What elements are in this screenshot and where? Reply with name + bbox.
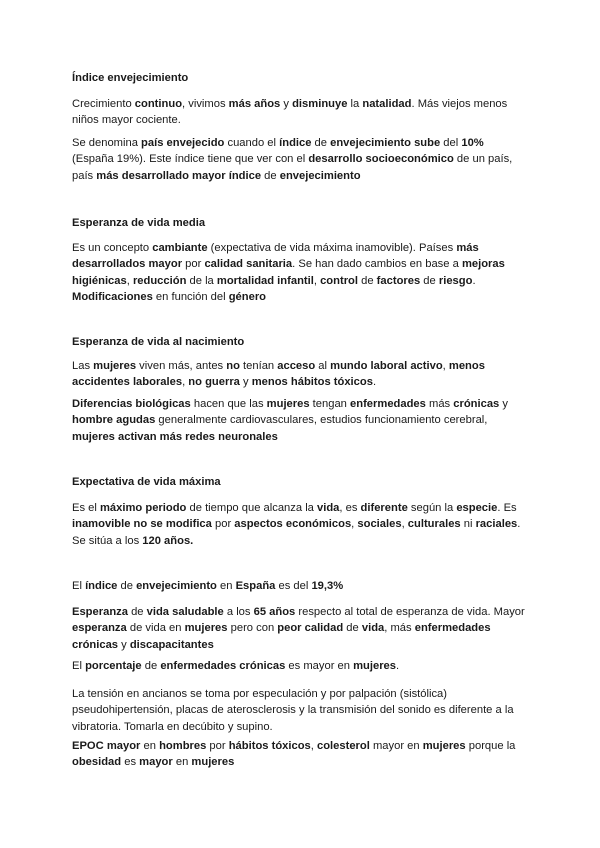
text-run: pero con	[227, 622, 278, 635]
bold-run: máximo periodo	[99, 502, 187, 514]
bold-run: mayor	[139, 756, 173, 769]
paragraph	[72, 240, 528, 306]
paragraph-text	[72, 358, 528, 391]
paragraph-text	[72, 686, 528, 735]
bold-run: inamovible no se modifica	[72, 518, 212, 531]
paragraph	[72, 578, 528, 594]
bold-run: enfermedades	[350, 398, 426, 410]
text-run: . Se sitúa a los	[72, 518, 521, 547]
bold-run: no guerra	[188, 376, 240, 389]
text-run: de	[117, 580, 137, 592]
text-run: de un país, país	[72, 153, 513, 182]
text-run: a los	[223, 606, 254, 618]
bold-run: riesgo	[438, 274, 473, 287]
section-heading: Índice envejecimiento	[72, 72, 189, 84]
bold-run: envejecimiento	[136, 580, 217, 592]
text-run: El	[72, 580, 86, 592]
text-run: ,	[442, 360, 449, 372]
bold-run: hombres	[159, 740, 207, 752]
paragraph-text	[72, 578, 528, 594]
text-run: .	[396, 660, 400, 672]
text-run: por	[206, 740, 229, 752]
paragraph	[72, 135, 528, 184]
text-run: de	[420, 274, 439, 287]
bold-run: hombre agudas	[72, 414, 156, 427]
paragraph	[72, 396, 528, 445]
paragraph	[72, 658, 528, 674]
bold-run: disminuye	[292, 98, 348, 110]
text-run: en	[140, 740, 160, 752]
bold-run: mujeres	[191, 756, 235, 769]
section-heading: Esperanza de vida al nacimiento	[72, 336, 245, 348]
paragraph	[72, 358, 528, 391]
text-run: más	[425, 398, 454, 410]
text-run: , más	[384, 622, 415, 635]
text-run: del	[440, 137, 462, 149]
text-run: de	[311, 137, 331, 149]
bold-run: aspectos económicos	[234, 518, 352, 531]
text-run: Es un concepto	[72, 242, 153, 254]
bold-run: género	[228, 291, 267, 304]
bold-run: enfermedades crónicas	[160, 660, 286, 672]
paragraph-text	[72, 658, 528, 674]
text-run: de	[261, 169, 280, 182]
text-run: la	[347, 98, 363, 110]
bold-run: Modificaciones	[72, 291, 153, 304]
text-run: ,	[310, 740, 317, 752]
bold-run: peor calidad	[277, 622, 344, 635]
section-heading: Esperanza de vida media	[72, 217, 206, 229]
bold-run: envejecimiento	[279, 169, 361, 182]
bold-run: vida	[361, 622, 385, 635]
paragraph-text	[72, 396, 528, 445]
text-run: (España 19%). Este índice tiene que ver con el	[72, 153, 309, 166]
section-indice-envejecimiento	[72, 70, 528, 86]
bold-run: factores	[376, 274, 421, 287]
bold-run: mujeres	[266, 398, 310, 410]
bold-run: más años	[228, 98, 281, 110]
text-run: . Más viejos menos niños mayor cociente.	[72, 98, 508, 127]
bold-run: natalidad	[362, 98, 412, 110]
bold-run: 19,3%	[311, 580, 344, 592]
text-run: de	[358, 274, 377, 287]
paragraph	[72, 604, 528, 653]
bold-run: más desarrollados mayor	[72, 242, 479, 271]
text-run: y	[118, 638, 130, 651]
text-run: de vida en	[126, 622, 185, 635]
text-run: Es el	[72, 502, 100, 514]
bold-run: diferente	[360, 502, 408, 514]
paragraph-text	[72, 738, 528, 771]
text-run: Se denomina	[72, 137, 142, 149]
bold-run: mundo laboral activo	[330, 360, 443, 372]
text-run: hacen que las	[190, 398, 267, 410]
text-run: de	[141, 660, 161, 672]
text-run: de tiempo que alcanza la	[186, 502, 318, 514]
bold-run: no	[226, 360, 240, 372]
bold-run: España	[235, 580, 276, 592]
paragraph-text	[72, 240, 528, 306]
bold-run: índice	[279, 137, 312, 149]
text-run: de	[127, 606, 147, 618]
text-run: . Se han dado cambios en base a	[292, 258, 462, 271]
bold-run: culturales	[407, 518, 461, 531]
bold-run: menos accidentes laborales	[72, 360, 485, 389]
text-run: , vivimos	[182, 98, 229, 110]
text-run: . Es	[497, 502, 517, 514]
bold-run: país envejecido	[141, 137, 225, 149]
bold-run: esperanza	[72, 622, 127, 635]
text-run: Las	[72, 360, 94, 372]
bold-run: porcentaje	[85, 660, 142, 672]
text-run: ni	[460, 518, 476, 531]
bold-run: vida saludable	[146, 606, 224, 618]
text-run: .	[472, 274, 476, 287]
text-run: Crecimiento	[72, 98, 135, 110]
paragraph-text	[72, 500, 528, 549]
bold-run: sociales	[357, 518, 402, 531]
text-run: porque la	[465, 740, 516, 752]
section-esperanza-vida-media	[72, 215, 528, 231]
paragraph-text	[72, 135, 528, 184]
paragraph	[72, 500, 528, 549]
section-heading: Expectativa de vida máxima	[72, 476, 221, 488]
bold-run: acceso	[277, 360, 316, 372]
text-run: La tensión en ancianos se toma por especulación y por palpación (sistólica) pseudohipertensión, placas de aterosclerosis y la transmisión del sonido es diferente a la vibratoria. Tomarla en decúbito y supino.	[72, 688, 514, 733]
text-run: por	[211, 518, 235, 531]
text-run: al	[315, 360, 331, 372]
bold-run: vida	[317, 502, 340, 514]
paragraph	[72, 96, 528, 129]
text-run: ,	[351, 518, 358, 531]
text-run: en	[216, 580, 236, 592]
bold-run: mortalidad infantil	[216, 274, 314, 287]
text-run: en función del	[152, 291, 229, 304]
bold-run: envejecimiento sube	[330, 137, 441, 149]
bold-run: Esperanza	[72, 606, 128, 618]
bold-run: 120 años.	[142, 534, 194, 547]
text-run: (expectativa de vida máxima inamovible). Países	[207, 242, 457, 254]
bold-run: cambiante	[152, 242, 208, 254]
text-run: ,	[182, 376, 189, 389]
text-run: es mayor en	[285, 660, 354, 672]
text-run: de	[343, 622, 362, 635]
text-run: según la	[407, 502, 457, 514]
text-run: es del	[275, 580, 312, 592]
text-run: , es	[339, 502, 361, 514]
bold-run: más desarrollado mayor índice	[96, 169, 262, 182]
text-run: tengan	[309, 398, 351, 410]
text-run: .	[372, 376, 377, 389]
text-run: es	[121, 756, 140, 769]
text-run: en	[172, 756, 192, 769]
text-run: ,	[313, 274, 321, 287]
bold-run: reducción	[132, 274, 187, 287]
text-run: El	[72, 660, 86, 672]
text-run: y	[280, 98, 293, 110]
bold-run: obesidad	[72, 756, 122, 769]
paragraph	[72, 686, 528, 735]
bold-run: especie	[456, 502, 498, 514]
bold-run: mejoras higiénicas	[72, 258, 505, 287]
bold-run: Diferencias biológicas	[72, 398, 191, 410]
bold-run: mujeres activan más redes neuronales	[72, 430, 278, 443]
text-run: ,	[126, 274, 133, 287]
bold-run: hábitos tóxicos	[228, 740, 311, 752]
text-run: de la	[186, 274, 217, 287]
text-run: viven más, antes	[136, 360, 227, 372]
paragraph-text	[72, 604, 528, 653]
bold-run: control	[320, 274, 358, 287]
text-run: cuando el	[224, 137, 280, 149]
bold-run: mujeres	[422, 740, 466, 752]
bold-run: mujeres	[353, 660, 397, 672]
section-expectativa-vida-maxima	[72, 474, 528, 490]
text-run: generalmente cardiovasculares, estudios funcionamiento cerebral,	[155, 414, 488, 427]
bold-run: índice	[85, 580, 118, 592]
bold-run: mujeres	[93, 360, 137, 372]
text-run: ,	[401, 518, 408, 531]
paragraph	[72, 738, 528, 771]
paragraph-text	[72, 96, 528, 129]
bold-run: menos hábitos tóxicos	[251, 376, 373, 389]
text-run: respecto al total de esperanza de vida. Mayor	[295, 606, 525, 618]
text-run: tenían	[239, 360, 278, 372]
bold-run: mujeres	[184, 622, 228, 635]
bold-run: 65 años	[253, 606, 296, 618]
bold-run: discapacitantes	[129, 638, 214, 651]
bold-run: enfermedades crónicas	[72, 622, 491, 651]
bold-run: continuo	[134, 98, 183, 110]
bold-run: calidad sanitaria	[204, 258, 293, 271]
bold-run: EPOC mayor	[72, 740, 141, 752]
section-esperanza-vida-nacimiento	[72, 334, 528, 350]
text-run: y	[499, 398, 508, 410]
text-run: por	[182, 258, 205, 271]
text-run: y	[239, 376, 252, 389]
bold-run: 10%	[461, 137, 484, 149]
bold-run: desarrollo socioeconómico	[308, 153, 454, 166]
bold-run: colesterol	[317, 740, 370, 752]
bold-run: raciales	[475, 518, 518, 531]
text-run: mayor en	[369, 740, 423, 752]
bold-run: crónicas	[453, 398, 500, 410]
